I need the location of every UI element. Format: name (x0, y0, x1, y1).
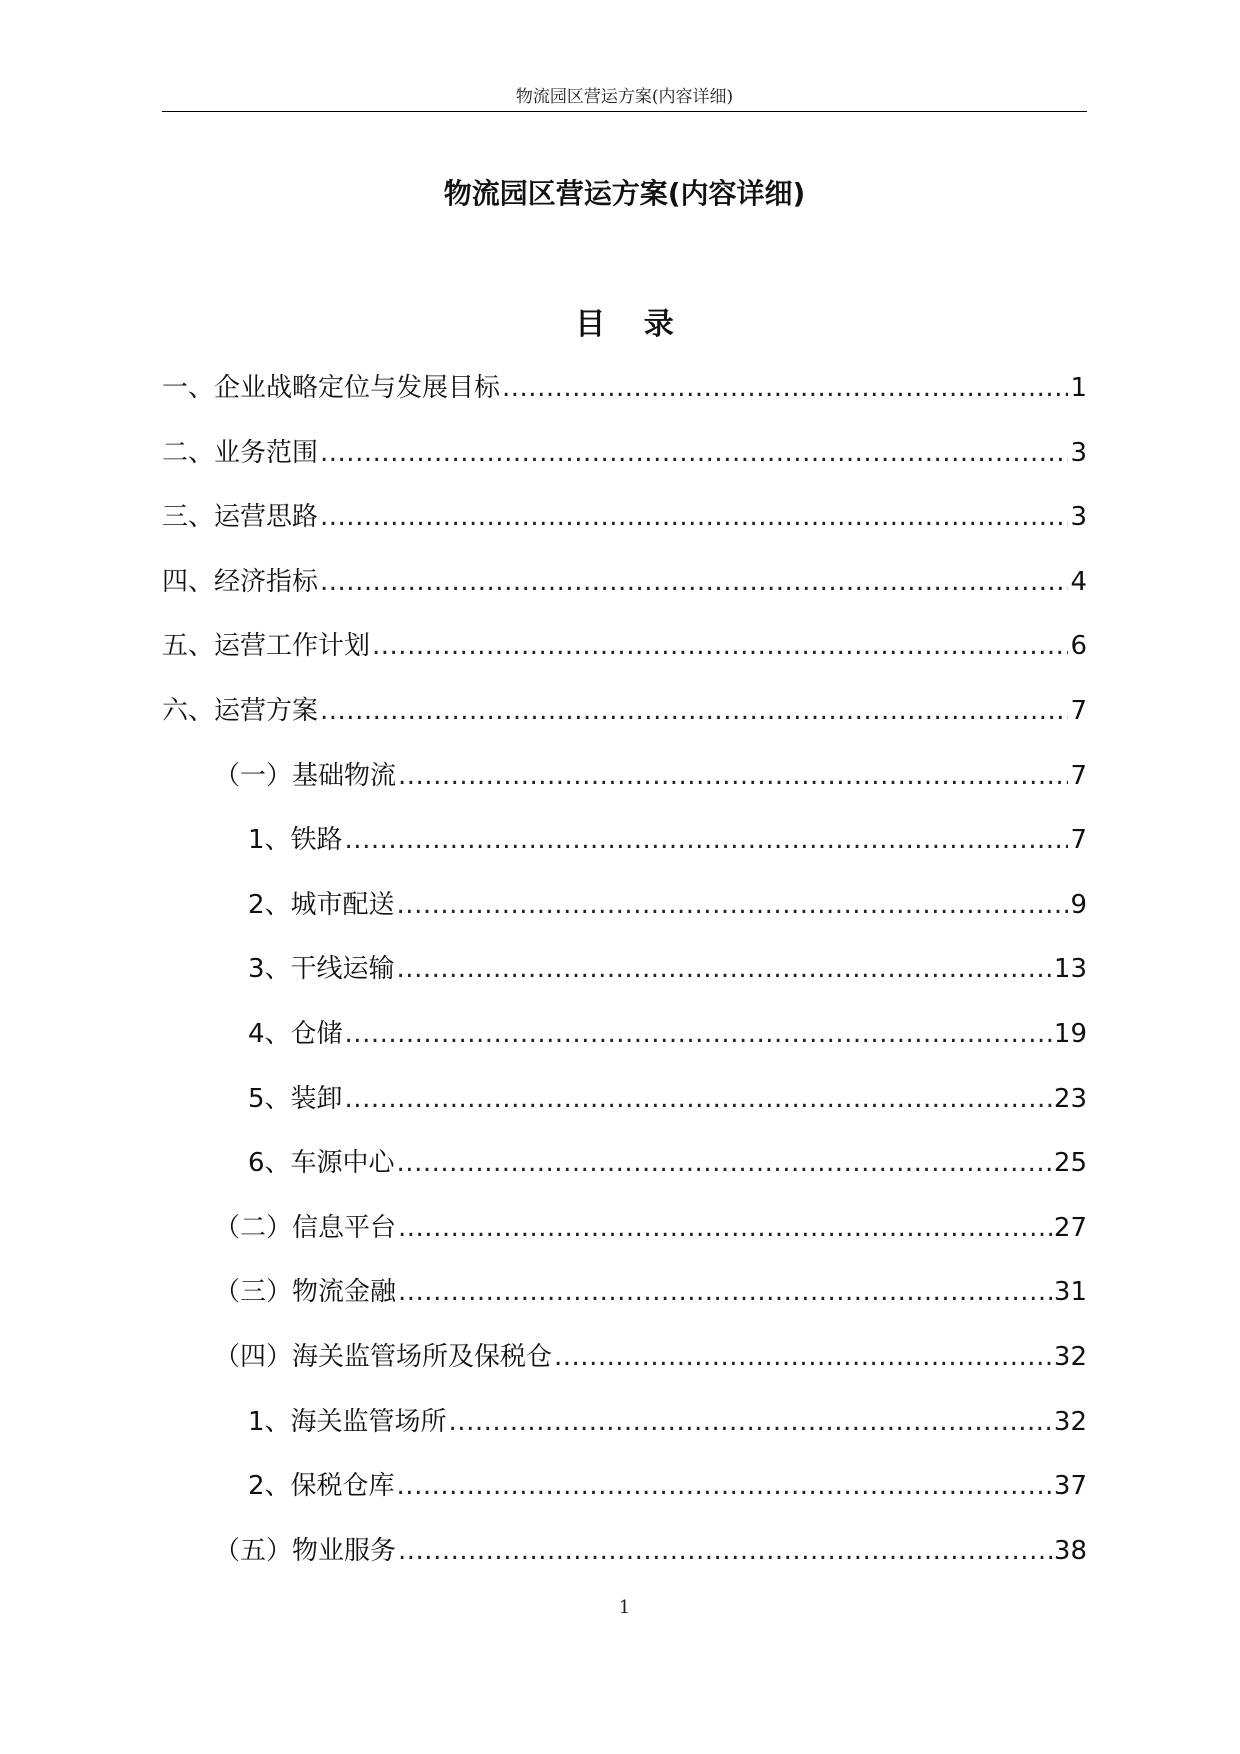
toc-dot-leader (397, 883, 1069, 927)
toc-entry-label: （二）信息平台 (214, 1212, 397, 1243)
toc-entry-page: 1 (1070, 373, 1087, 403)
toc-entry[interactable] (162, 1270, 1087, 1335)
toc-entry-label: 六、运营方案 (162, 695, 319, 726)
toc-entry-page: 32 (1053, 1341, 1087, 1372)
toc-dot-leader (398, 1206, 1052, 1250)
toc-entry-page: 38 (1053, 1535, 1087, 1566)
toc-entry-label: 三、运营思路 (162, 502, 319, 533)
toc-entry[interactable] (162, 947, 1087, 1012)
toc-entry-page: 3 (1070, 437, 1087, 468)
toc-entry-page: 37 (1053, 1471, 1087, 1502)
toc-entry-page: 4 (1070, 566, 1087, 597)
toc-entry[interactable] (162, 1077, 1087, 1142)
toc-entry[interactable] (162, 560, 1087, 625)
toc-dot-leader (345, 1077, 1052, 1121)
toc-entry[interactable] (162, 1206, 1087, 1271)
page-number: 1 (618, 1597, 631, 1618)
toc-entry-page: 7 (1070, 825, 1087, 856)
toc-dot-leader (345, 1012, 1052, 1056)
toc-dot-leader (398, 1270, 1052, 1314)
toc-entry[interactable] (162, 624, 1087, 689)
toc-entry-label: 四、经济指标 (162, 566, 319, 597)
toc-entry[interactable] (162, 818, 1087, 883)
toc-dot-leader (398, 754, 1068, 798)
toc-entry[interactable] (162, 883, 1087, 948)
toc-entry-page: 25 (1053, 1148, 1087, 1179)
toc-entry-label: 1、铁路 (248, 825, 343, 856)
toc-entry-page: 3 (1070, 502, 1087, 533)
toc-dot-leader (372, 624, 1068, 668)
running-header: 物流园区营运方案(内容详细) (515, 87, 734, 107)
toc-entry-page: 6 (1070, 631, 1087, 662)
toc-dot-leader (320, 689, 1068, 733)
toc-entry-page: 7 (1070, 760, 1087, 791)
toc-dot-leader (320, 495, 1068, 539)
toc-entry-page: 31 (1053, 1277, 1087, 1308)
toc-entry-label: （五）物业服务 (214, 1535, 397, 1566)
toc-entry-label: 1、海关监管场所 (248, 1406, 447, 1437)
toc-entry[interactable] (162, 1529, 1087, 1594)
toc-entry-label: 4、仓储 (248, 1018, 343, 1049)
toc-entry-page: 13 (1053, 954, 1087, 985)
toc-entry-label: 5、装卸 (248, 1083, 343, 1114)
toc-entry[interactable] (162, 1141, 1087, 1206)
toc-entry-page: 9 (1070, 889, 1087, 920)
toc-entry-label: （一）基础物流 (214, 760, 397, 791)
toc-entry-label: 6、车源中心 (248, 1148, 395, 1179)
toc-entry[interactable] (162, 689, 1087, 754)
toc-entry[interactable] (162, 1400, 1087, 1465)
toc-entry-label: 一、企业战略定位与发展目标 (162, 373, 501, 403)
toc-dot-leader (320, 560, 1068, 604)
toc-dot-leader (345, 818, 1069, 862)
toc-heading: 目 录 (575, 307, 688, 342)
toc-entry-page: 7 (1070, 695, 1087, 726)
toc-entry-label: 五、运营工作计划 (162, 631, 371, 662)
toc-dot-leader (397, 1141, 1052, 1185)
toc-dot-leader (397, 947, 1052, 991)
toc-entry[interactable] (162, 366, 1087, 431)
toc-entry[interactable] (162, 754, 1087, 819)
toc-entry-page: 23 (1053, 1083, 1087, 1114)
toc-entry[interactable] (162, 431, 1087, 496)
toc-dot-leader (397, 1464, 1052, 1508)
toc-entry-label: 2、保税仓库 (248, 1471, 395, 1502)
toc-entry-label: 二、业务范围 (162, 437, 319, 468)
header-rule (162, 111, 1087, 112)
toc-entry[interactable] (162, 495, 1087, 560)
document-title: 物流园区营运方案(内容详细) (443, 177, 806, 210)
toc-entry-label: （四）海关监管场所及保税仓 (214, 1341, 553, 1372)
toc-dot-leader (398, 1529, 1052, 1573)
toc-entry-page: 32 (1053, 1406, 1087, 1437)
table-of-contents (162, 366, 1087, 1593)
toc-entry[interactable] (162, 1464, 1087, 1529)
toc-dot-leader (449, 1400, 1052, 1444)
toc-entry-page: 27 (1053, 1212, 1087, 1243)
toc-dot-leader (554, 1335, 1052, 1379)
toc-entry-label: 3、干线运输 (248, 954, 395, 985)
toc-dot-leader (502, 366, 1068, 410)
toc-entry[interactable] (162, 1012, 1087, 1077)
toc-entry-label: （三）物流金融 (214, 1277, 397, 1308)
toc-entry[interactable] (162, 1335, 1087, 1400)
toc-entry-page: 19 (1053, 1018, 1087, 1049)
toc-dot-leader (320, 431, 1068, 475)
toc-entry-label: 2、城市配送 (248, 889, 395, 920)
